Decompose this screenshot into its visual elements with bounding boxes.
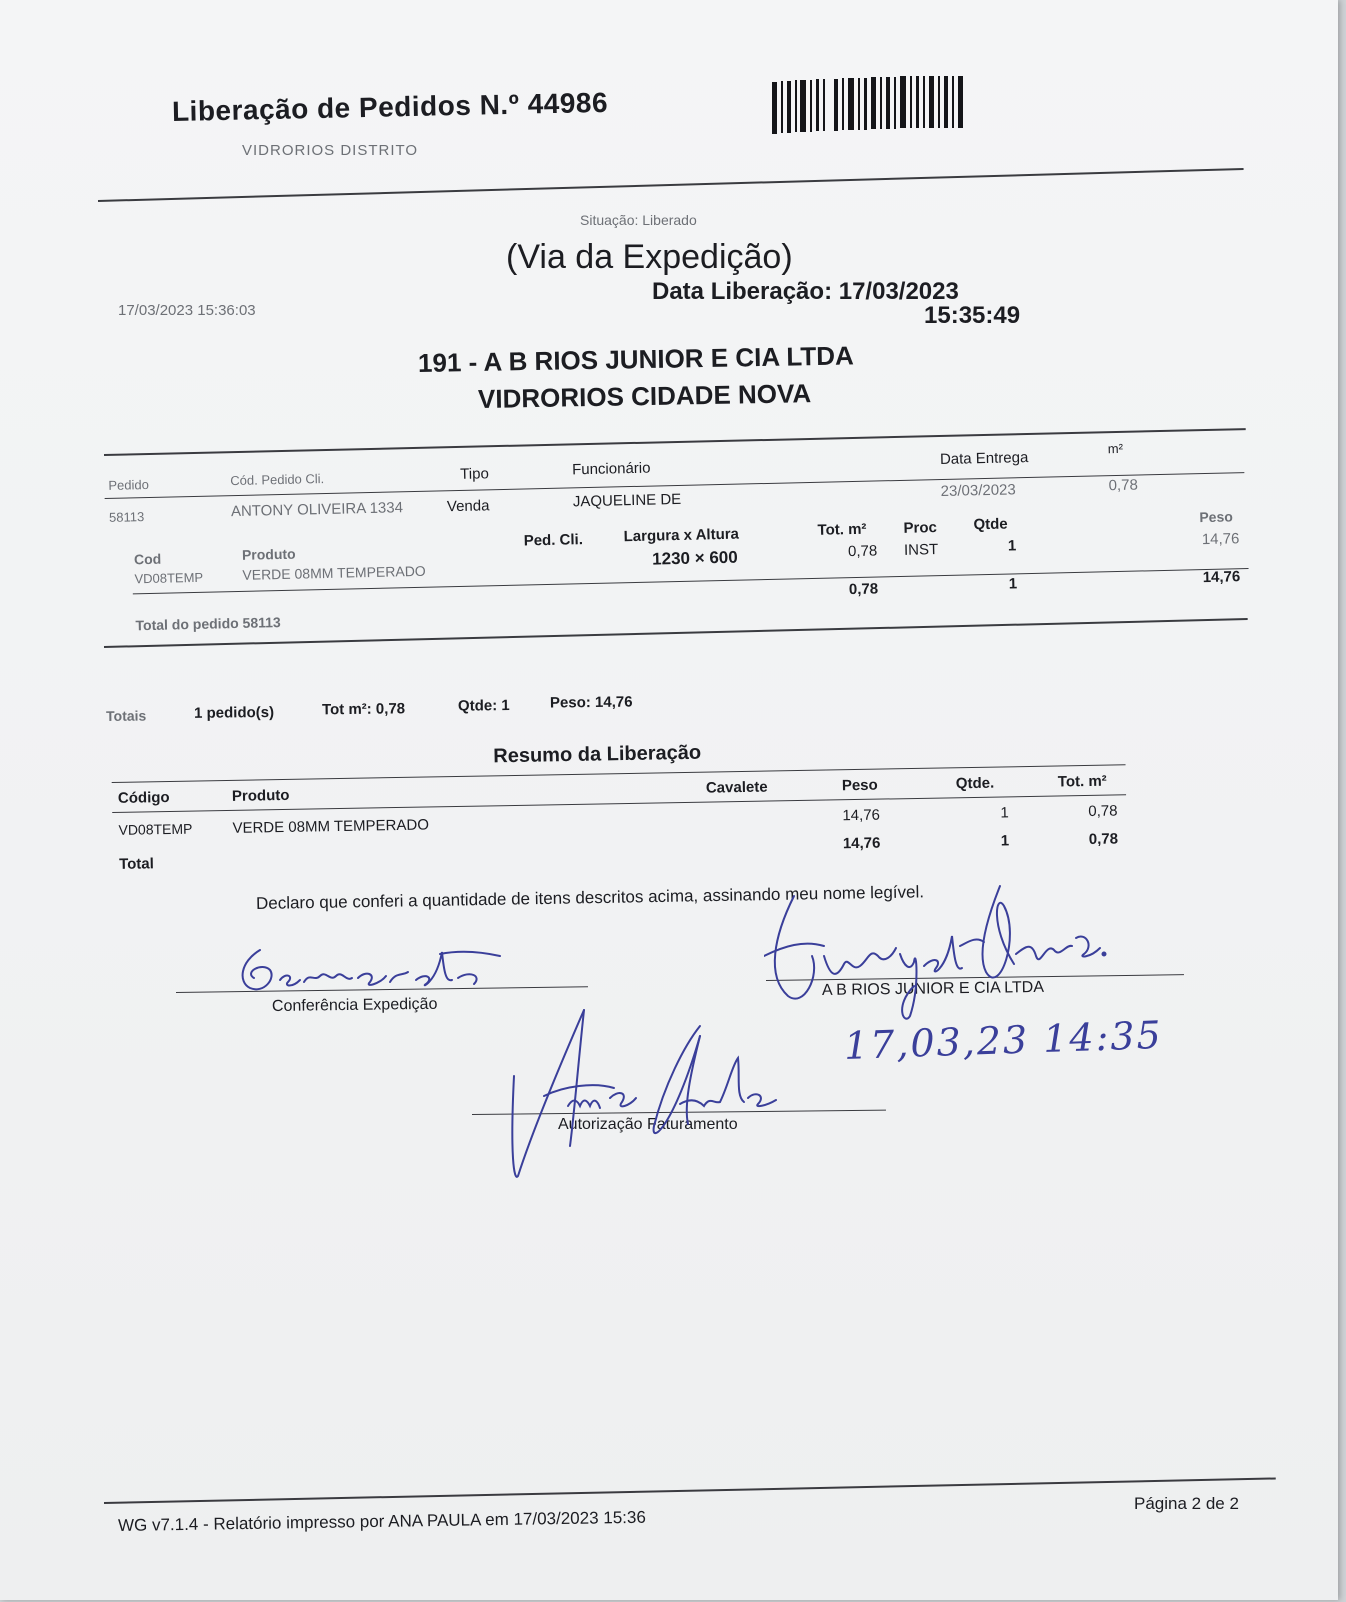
row-cliente: ANTONY OLIVEIRA 1334 bbox=[230, 499, 404, 521]
document-title: Liberação de Pedidos N.º 44986 bbox=[171, 86, 609, 127]
print-timestamp: 17/03/2023 15:36:03 bbox=[118, 302, 256, 319]
col-m2: m² bbox=[1107, 440, 1124, 457]
company-signature-label: A B RIOS JUNIOR E CIA LTDA bbox=[821, 978, 1045, 999]
totals-peso: Peso: 14,76 bbox=[549, 693, 633, 712]
item-tot-m2: 0,78 bbox=[847, 542, 878, 561]
conferencia-label: Conferência Expedição bbox=[271, 995, 438, 1015]
item-col-tot-m2: Tot. m² bbox=[817, 520, 867, 539]
row-m2: 0,78 bbox=[1108, 476, 1139, 495]
autorizacao-signature bbox=[504, 1006, 804, 1186]
resumo-row-produto: VERDE 08MM TEMPERADO bbox=[232, 816, 430, 837]
col-cod-pedido-cli: Cód. Pedido Cli. bbox=[230, 471, 325, 489]
totals-label: Totais bbox=[105, 707, 147, 724]
company-signature bbox=[764, 876, 1144, 1026]
item-produto: VERDE 08MM TEMPERADO bbox=[242, 562, 426, 583]
totals-qtde: Qtde: 1 bbox=[457, 697, 510, 715]
item-proc: INST bbox=[903, 541, 939, 559]
item-col-dimensoes: Largura x Altura bbox=[623, 525, 740, 546]
item-col-qtde: Qtde bbox=[973, 515, 1008, 534]
resumo-total-label: Total bbox=[118, 855, 154, 873]
resumo-col-tot-m2: Tot. m² bbox=[1057, 772, 1107, 791]
data-liberacao: Data Liberação: 17/03/2023 bbox=[652, 278, 959, 305]
item-col-peso: Peso bbox=[1199, 508, 1233, 526]
item-col-proc: Proc bbox=[903, 519, 938, 537]
handwritten-date: 17,03,23 14:35 bbox=[843, 1012, 1164, 1068]
pedido-total-peso: 14,76 bbox=[1202, 568, 1241, 587]
resumo-row-codigo: VD08TEMP bbox=[118, 820, 193, 838]
col-funcionario: Funcionário bbox=[571, 459, 651, 479]
pedido-total-m2: 0,78 bbox=[848, 580, 879, 599]
item-col-cod: Cod bbox=[133, 550, 162, 568]
company-branch: VIDRORIOS CIDADE NOVA bbox=[477, 378, 812, 414]
resumo-total-qtde: 1 bbox=[1000, 832, 1010, 850]
item-col-ped-cli: Ped. Cli. bbox=[523, 531, 584, 550]
item-dimensoes: 1230 × 600 bbox=[651, 547, 738, 569]
item-peso: 14,76 bbox=[1201, 530, 1240, 549]
footer-page-number: Página 2 de 2 bbox=[1134, 1494, 1239, 1513]
resumo-col-qtde: Qtde. bbox=[955, 774, 995, 793]
row-funcionario: JAQUELINE DE bbox=[572, 490, 682, 511]
col-pedido: Pedido bbox=[108, 476, 149, 493]
resumo-col-peso: Peso bbox=[841, 776, 878, 795]
situacao-label: Situação: Liberado bbox=[580, 212, 697, 228]
resumo-row-qtde: 1 bbox=[1000, 804, 1009, 822]
item-cod: VD08TEMP bbox=[134, 569, 204, 587]
company-name: 191 - A B RIOS JUNIOR E CIA LTDA bbox=[417, 340, 854, 378]
resumo-title: Resumo da Liberação bbox=[493, 741, 702, 768]
pedido-total-qtde: 1 bbox=[1008, 575, 1018, 593]
footer-printed-by: WG v7.1.4 - Relatório impresso por ANA PAULA em 17/03/2023 15:36 bbox=[117, 1507, 646, 1535]
item-qtde: 1 bbox=[1007, 537, 1017, 555]
item-col-produto: Produto bbox=[241, 545, 296, 563]
row-tipo: Venda bbox=[446, 497, 490, 516]
conferencia-signature bbox=[230, 942, 510, 1002]
resumo-row-peso: 14,76 bbox=[842, 806, 881, 825]
totals-pedidos: 1 pedido(s) bbox=[193, 703, 275, 722]
col-data-entrega: Data Entrega bbox=[939, 449, 1029, 469]
row-data-entrega: 23/03/2023 bbox=[940, 481, 1016, 501]
col-tipo: Tipo bbox=[459, 465, 490, 483]
via-label: (Via da Expedição) bbox=[506, 238, 793, 276]
resumo-total-peso: 14,76 bbox=[842, 834, 881, 853]
resumo-row-tot-m2: 0,78 bbox=[1088, 802, 1118, 820]
document-subtitle: VIDRORIOS DISTRITO bbox=[242, 142, 419, 159]
pedido-total-label: Total do pedido 58113 bbox=[135, 614, 281, 634]
resumo-col-cavalete: Cavalete bbox=[705, 778, 768, 797]
totals-tot-m2: Tot m²: 0,78 bbox=[321, 700, 406, 719]
autorizacao-label: Autorização Faturamento bbox=[558, 1116, 738, 1133]
row-pedido: 58113 bbox=[108, 509, 145, 525]
resumo-total-tot-m2: 0,78 bbox=[1088, 830, 1119, 848]
resumo-col-codigo: Código bbox=[117, 788, 170, 807]
declaration-text: Declaro que conferi a quantidade de itens descritos acima, assinando meu nome legível. bbox=[255, 882, 925, 913]
hora-liberacao: 15:35:49 bbox=[924, 302, 1021, 329]
resumo-col-produto: Produto bbox=[231, 786, 290, 805]
